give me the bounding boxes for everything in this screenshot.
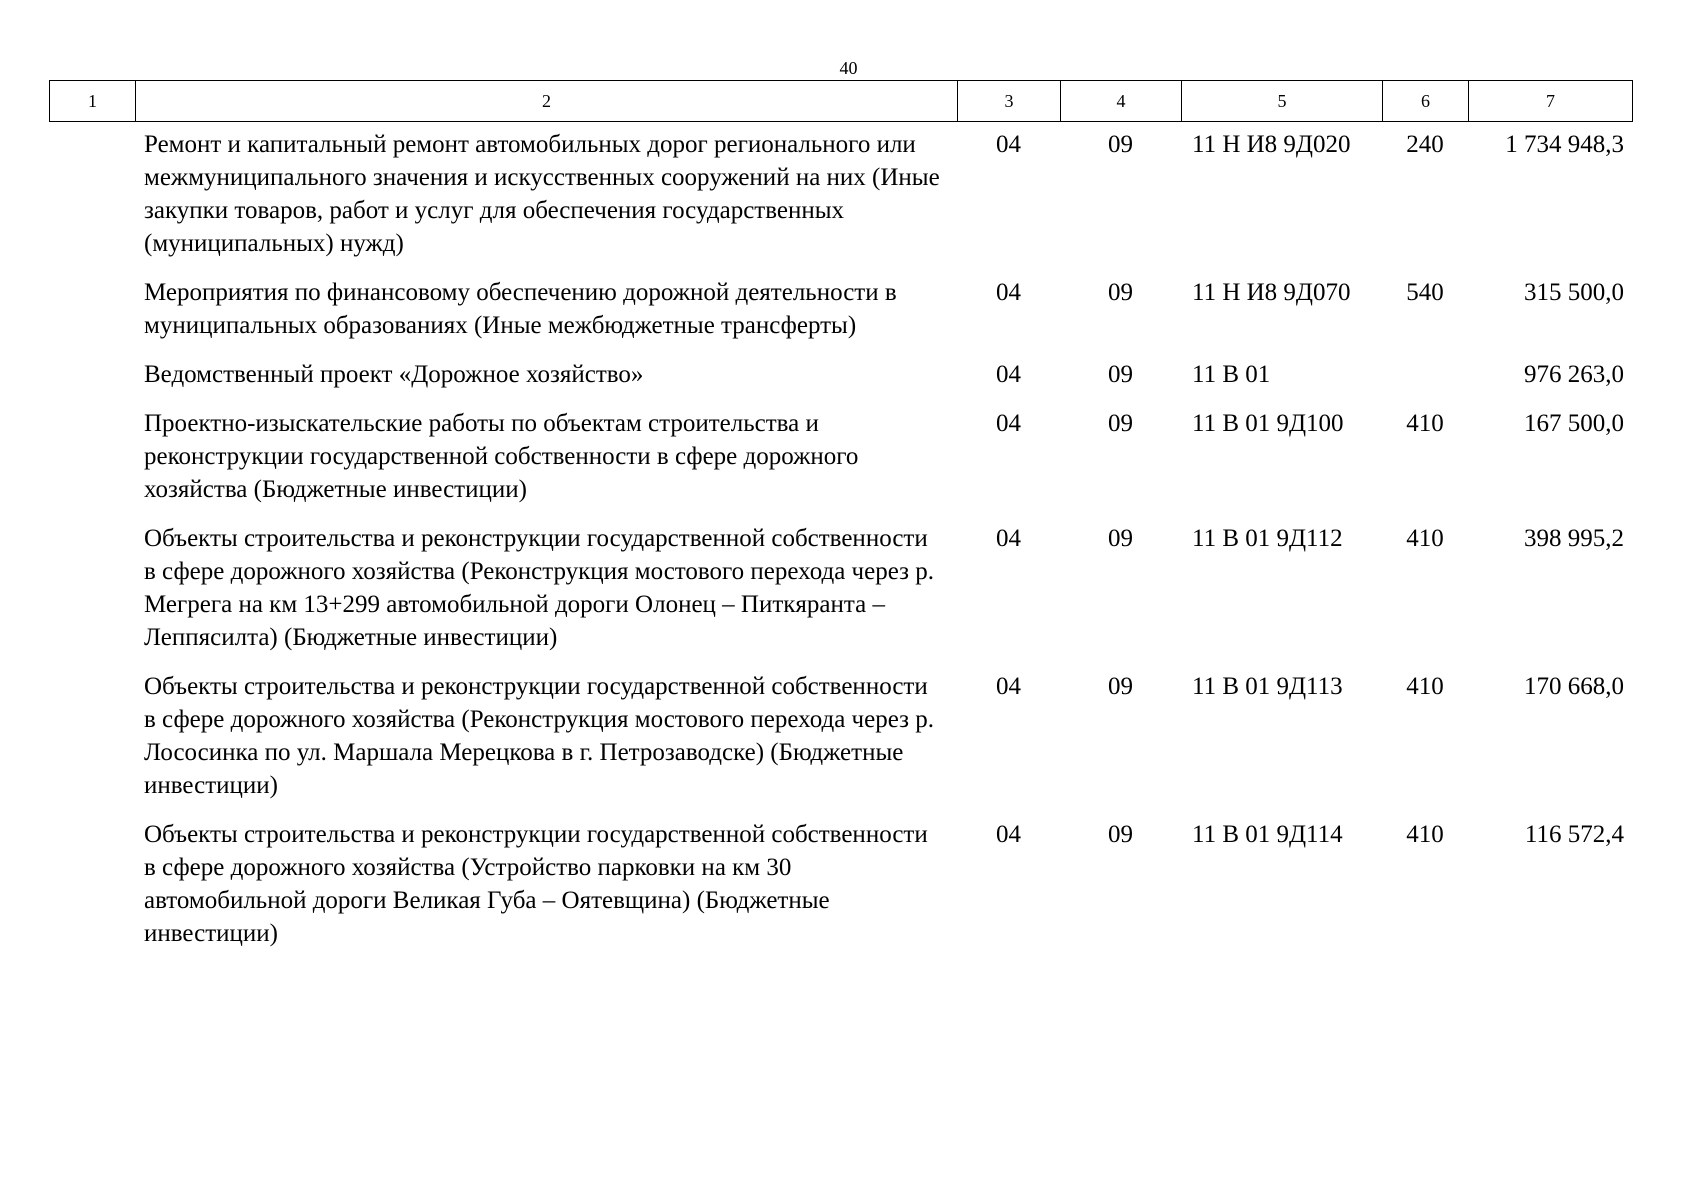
- row-name: Мероприятия по финансовому обеспечению дорожной деятельности в муниципальных образованиях (Иные межбюджетные трансферты): [144, 279, 897, 339]
- row-number-cell: [49, 522, 135, 670]
- row-number-cell: [49, 358, 135, 407]
- row-amount: 976 263,0: [1524, 361, 1624, 388]
- row-amount: 167 500,0: [1524, 410, 1624, 437]
- row-target-article: 11 В 01 9Д112: [1192, 525, 1343, 552]
- column-header-2: 2: [136, 81, 958, 122]
- row-subsection: 09: [1108, 525, 1133, 552]
- row-expense-type: 540: [1406, 279, 1444, 306]
- row-name: Объекты строительства и реконструкции государственной собственности в сфере дорожного хозяйства (Реконструкция мостового перехода через р. Мегрега на км 13+299 автомобильной дороги Олонец – Питкяранта – Леппясилта) (Бюджетные инвестиции): [144, 525, 935, 651]
- row-expense-type: 410: [1406, 410, 1444, 437]
- row-target-article: 11 В 01 9Д114: [1192, 821, 1343, 848]
- row-amount: 1 734 948,3: [1505, 131, 1624, 158]
- row-amount: 315 500,0: [1524, 279, 1624, 306]
- row-subsection: 09: [1108, 410, 1133, 437]
- row-subsection: 09: [1108, 361, 1133, 388]
- row-section: 04: [996, 410, 1021, 437]
- row-name: Проектно-изыскательские работы по объектам строительства и реконструкции государственной собственности в сфере дорожного хозяйства (Бюджетные инвестиции): [144, 410, 859, 503]
- column-header-7: 7: [1469, 81, 1633, 122]
- row-expense-type: [1382, 358, 1468, 407]
- column-header-1: 1: [50, 81, 136, 122]
- row-section: 04: [996, 361, 1021, 388]
- column-header-row: [49, 80, 1633, 122]
- row-target-article: 11 Н И8 9Д070: [1192, 279, 1351, 306]
- row-name: Ведомственный проект «Дорожное хозяйство»: [144, 361, 644, 388]
- column-header-5: 5: [1182, 81, 1383, 122]
- row-name: Объекты строительства и реконструкции государственной собственности в сфере дорожного хозяйства (Реконструкция мостового перехода через р. Лососинка по ул. Маршала Мерецкова в г. Петрозаводске) (Бюджетные инвестиции): [144, 673, 935, 799]
- row-subsection: 09: [1108, 131, 1133, 158]
- table-row: [49, 276, 1632, 358]
- row-number-cell: [49, 670, 135, 818]
- row-expense-type: 410: [1406, 821, 1444, 848]
- row-expense-type: 410: [1406, 673, 1444, 700]
- table-row: [49, 670, 1632, 818]
- row-subsection: 09: [1108, 673, 1133, 700]
- column-header-4: 4: [1061, 81, 1182, 122]
- row-number-cell: [49, 407, 135, 522]
- row-section: 04: [996, 525, 1021, 552]
- row-section: 04: [996, 131, 1021, 158]
- row-expense-type: 240: [1406, 131, 1444, 158]
- row-amount: 398 995,2: [1524, 525, 1624, 552]
- table-row: [49, 358, 1632, 407]
- row-number-cell: [49, 276, 135, 358]
- row-amount: 116 572,4: [1524, 821, 1624, 848]
- table-row: [49, 522, 1632, 670]
- row-subsection: 09: [1108, 279, 1133, 306]
- row-subsection: 09: [1108, 821, 1133, 848]
- row-name: Ремонт и капитальный ремонт автомобильных дорог регионального или межмуниципального значения и искусственных сооружений на них (Иные закупки товаров, работ и услуг для обеспечения государственных (муниципальных) нужд): [144, 131, 940, 257]
- row-target-article: 11 В 01 9Д113: [1192, 673, 1343, 700]
- row-number-cell: [49, 128, 135, 276]
- column-header-3: 3: [958, 81, 1061, 122]
- row-section: 04: [996, 279, 1021, 306]
- table-row: [49, 818, 1632, 966]
- row-section: 04: [996, 673, 1021, 700]
- budget-table: [49, 128, 1632, 966]
- row-number-cell: [49, 818, 135, 966]
- row-expense-type: 410: [1406, 525, 1444, 552]
- table-row: [49, 407, 1632, 522]
- column-header-6: 6: [1383, 81, 1469, 122]
- row-target-article: 11 Н И8 9Д020: [1192, 131, 1351, 158]
- table-row: [49, 128, 1632, 276]
- row-target-article: 11 В 01 9Д100: [1192, 410, 1344, 437]
- page-number: 40: [839, 58, 858, 78]
- row-name: Объекты строительства и реконструкции государственной собственности в сфере дорожного хозяйства (Устройство парковки на км 30 автомобильной дороги Великая Губа – Оятевщина) (Бюджетные инвестиции): [144, 821, 928, 947]
- row-section: 04: [996, 821, 1021, 848]
- row-target-article: 11 В 01: [1192, 361, 1271, 388]
- row-amount: 170 668,0: [1524, 673, 1624, 700]
